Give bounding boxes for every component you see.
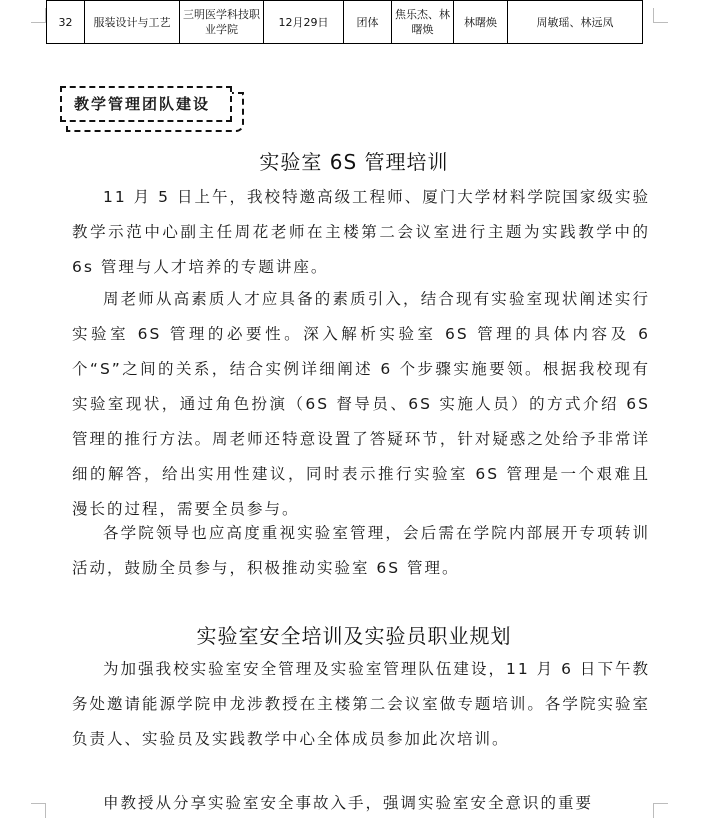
cell-contact: 林曙焕: [454, 1, 508, 44]
section-tag: 教学管理团队建设: [60, 86, 232, 122]
cell-date: 12月29日: [264, 1, 344, 44]
article2-paragraph-2: 申教授从分享实验室安全事故入手，强调实验室安全意识的重要: [103, 794, 594, 812]
crop-mark-bottom-right: [653, 803, 668, 818]
article1-paragraph-1: 11 月 5 日上午，我校特邀高级工程师、厦门大学材料学院国家级实验教学示范中心副主任周花老师在主楼第二会议室进行主题为实践教学中的 6s 管理与人才培养的专题讲座。: [72, 188, 650, 276]
cell-students: 焦乐杰、林曙焕: [392, 1, 454, 44]
article-title-safety: 实验室安全培训及实验员职业规划: [196, 624, 512, 648]
cell-major: 服装设计与工艺: [85, 1, 180, 44]
article1-paragraph-3: 各学院领导也应高度重视实验室管理，会后需在学院内部展开专项转训活动，鼓励全员参与，积极推动实验室 6S 管理。: [72, 524, 650, 577]
table-row: [47, 1, 643, 44]
cell-school: 三明医学科技职业学院: [180, 1, 264, 44]
cell-teachers: 周敏瑶、林远凤: [508, 1, 643, 44]
article1-paragraph-2: 周老师从高素质人才应具备的素质引入，结合现有实验室现状阐述实行实验室 6S 管理的必要性。深入解析实验室 6S 管理的具体内容及 6 个“S”之间的关系，结合实例详细阐述 6 个步骤实施要领。根据我校现有实验室现状，通过角色扮演（6S 督导员、6S 实施人员）的方式介绍 6S 管理的推行方法。周老师还特意设置了答疑环节，针对疑惑之处给予非常详细的解答，给出实用性建议，同时表示推行实验室 6S 管理是一个艰难且漫长的过程，需要全员参与。: [72, 290, 650, 518]
crop-mark-top-left: [31, 8, 46, 23]
cell-type: 团体: [344, 1, 392, 44]
article-title-6s: 实验室 6S 管理培训: [259, 150, 449, 174]
schedule-table: [46, 0, 643, 44]
cell-no: 32: [47, 1, 85, 44]
article2-paragraph-1: 为加强我校实验室安全管理及实验室管理队伍建设，11 月 6 日下午教务处邀请能源学院申龙涉教授在主楼第二会议室做专题培训。各学院实验室负责人、实验员及实践教学中心全体成员参加此次培训。: [72, 660, 650, 748]
crop-mark-bottom-left: [31, 803, 46, 818]
crop-mark-top-right: [653, 8, 668, 23]
